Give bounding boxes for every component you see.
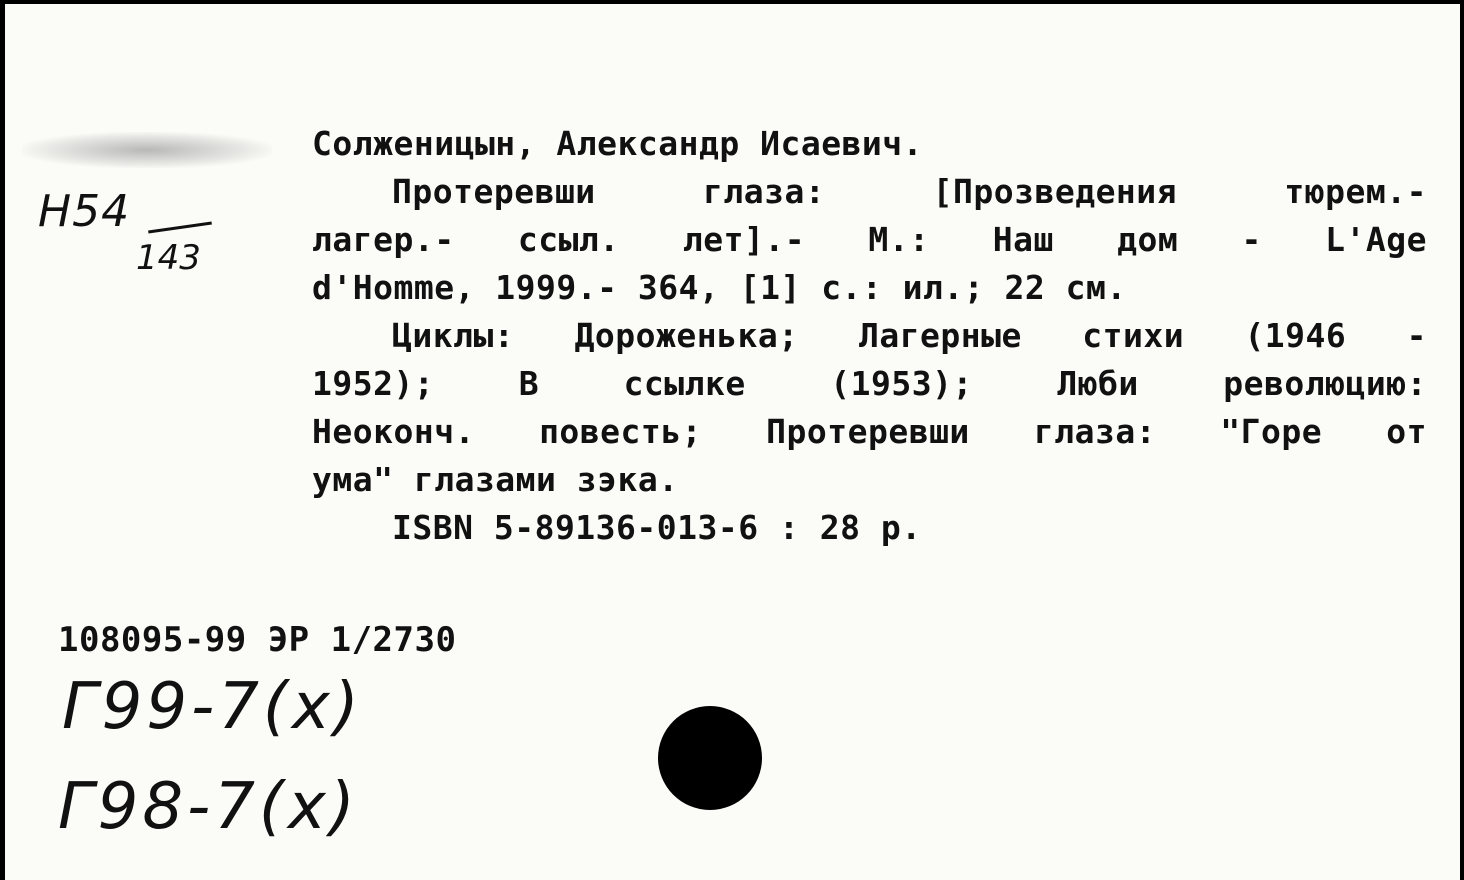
entry-word: М.: [868,220,930,259]
contents-line-3 [312,408,1427,456]
entry-word: Наш [992,220,1054,259]
title-line-1 [312,168,1427,216]
entry-word: революцию: [1223,364,1427,403]
entry-word: дом [1117,220,1179,259]
card-top-border [0,0,1464,4]
entry-word: - [1406,316,1427,355]
entry-word: глаза: [1033,412,1157,451]
handwritten-note-2: Г98-7(x) [58,770,359,844]
entry-word: Лагерные [858,316,1022,355]
isbn-line: ISBN 5-89136-013-6 : 28 р. [392,508,922,547]
entry-word: лет].- [682,220,806,259]
entry-word: Протеревши [392,172,596,211]
call-number-top: Н54 [38,186,131,237]
entry-word: ссыл. [517,220,620,259]
entry-word: ссылке [623,364,746,403]
entry-word: повесть; [539,412,703,451]
entry-word: стихи [1082,316,1185,355]
punch-hole [658,706,762,810]
entry-word: (1953); [830,364,973,403]
contents-line-1 [312,312,1427,360]
card-right-border [1460,0,1464,880]
entry-word: В [518,364,540,403]
entry-word: "Горе [1220,412,1323,451]
entry-word: Циклы: [392,316,515,355]
entry-word: (1946 [1244,316,1347,355]
call-number-bottom: 143 [136,238,201,278]
handwritten-note-1: Г99-7(x) [62,670,363,744]
card-left-border [0,0,5,880]
entry-word: Неоконч. [312,412,475,451]
entry-word: [Прозведения [932,172,1178,211]
erased-smudge [22,132,272,168]
bibliographic-entry [312,120,1427,552]
entry-word: глаза: [703,172,826,211]
entry-word: - [1241,220,1262,259]
entry-word: от [1386,412,1427,451]
imprint-line: d'Homme, 1999.- 364, [1] с.: ил.; 22 см. [312,268,1127,307]
entry-word: Протеревши [766,412,970,451]
author-heading: Солженицын, Александр Исаевич. [312,124,924,163]
entry-word: Люби [1057,364,1139,403]
title-line-2 [312,216,1427,264]
call-number-rule [148,222,212,234]
accession-number: 108095-99 ЭР 1/2730 [58,620,457,660]
entry-word: тюрем.- [1284,172,1427,211]
contents-line-4: ума" глазами зэка. [312,460,679,499]
entry-word: L'Age [1325,220,1427,259]
entry-word: 1952); [312,364,435,403]
contents-line-2 [312,360,1427,408]
entry-word: лагер.- [312,220,455,259]
entry-word: Дороженька; [574,316,799,355]
